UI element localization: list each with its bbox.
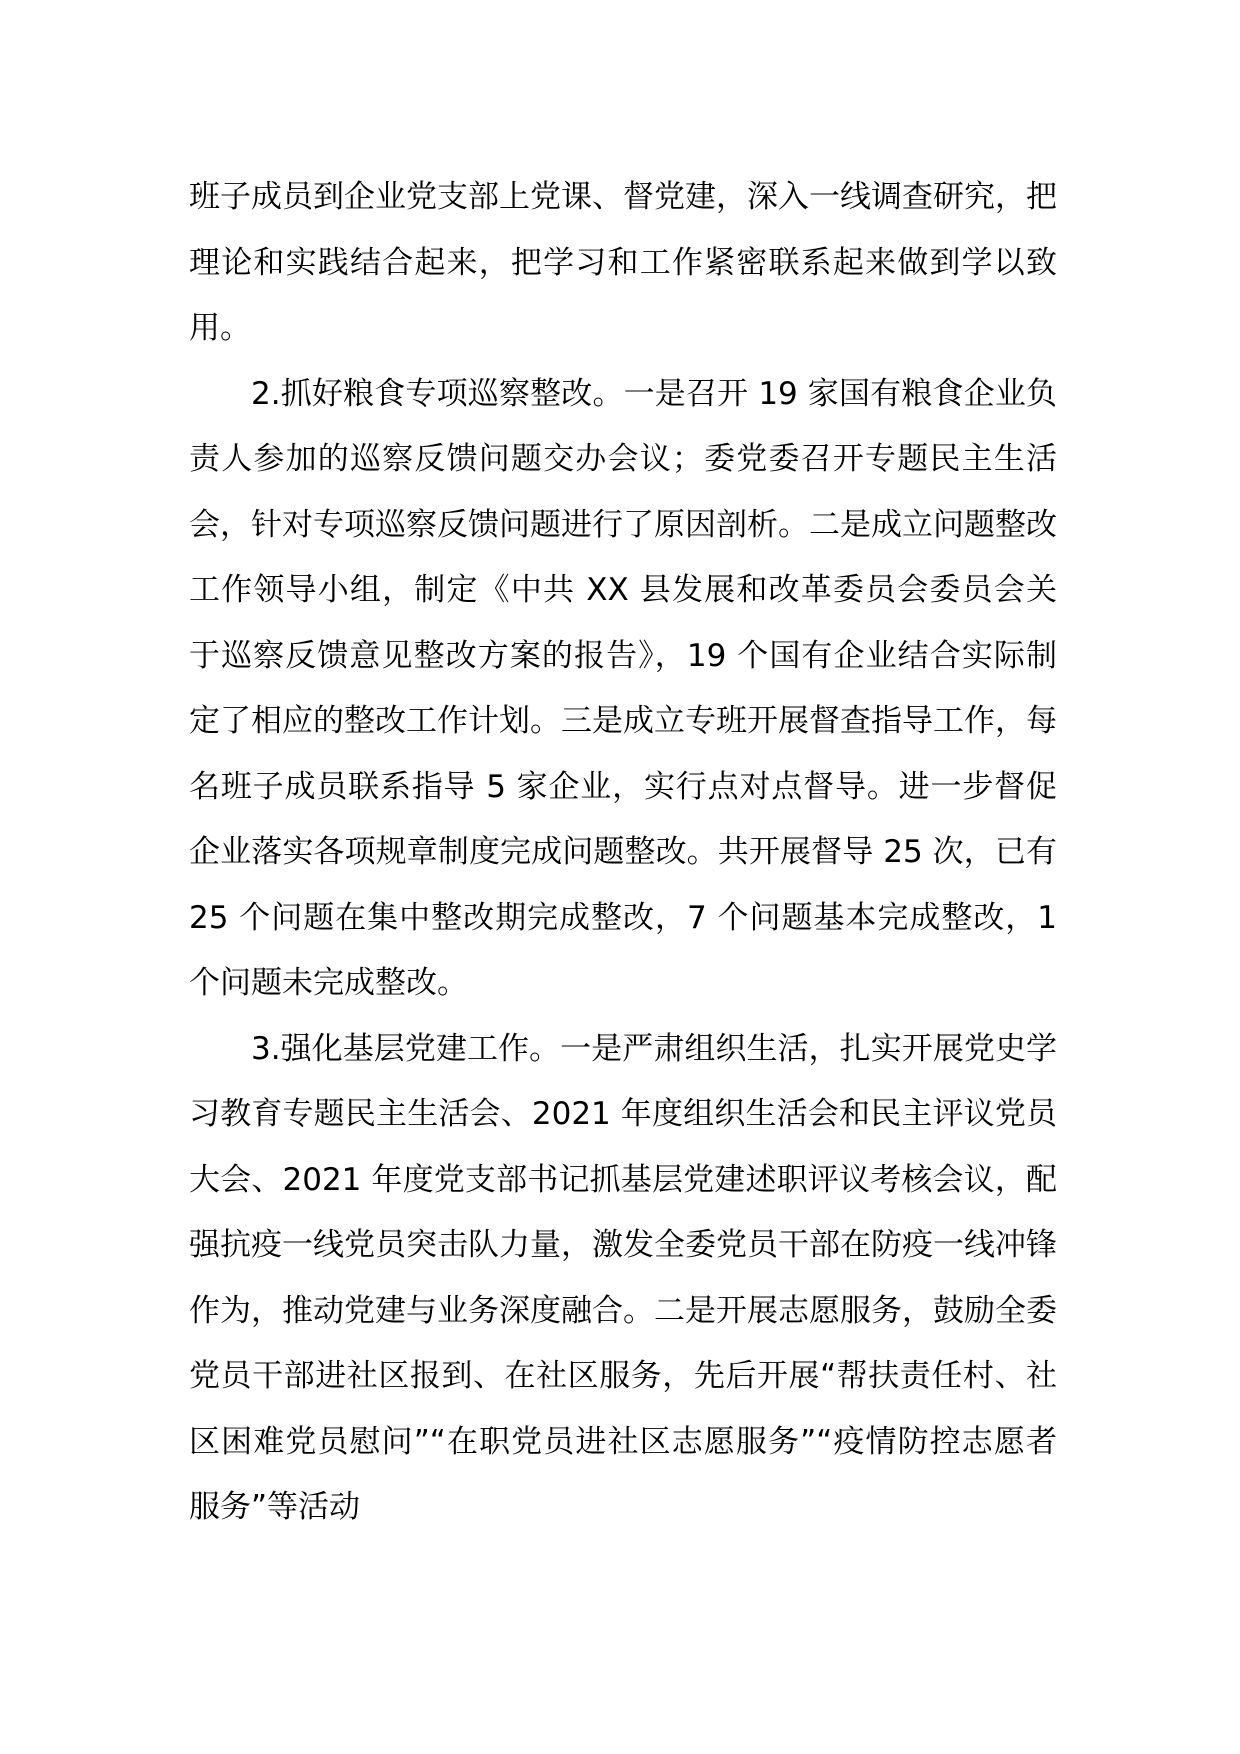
document-body — [189, 165, 1057, 1541]
paragraph-continuation: 班子成员到企业党支部上党课、督党建，深入一线调查研究，把理论和实践结合起来，把学习和工作紧密联系起来做到学以致用。 — [189, 179, 1057, 346]
paragraph-grain-inspection-rectification: 2.抓好粮食专项巡察整改。一是召开 19 家国有粮食企业负责人参加的巡察反馈问题交办会议；委党委召开专题民主生活会，针对专项巡察反馈问题进行了原因剖析。二是成立问题整改工作领导小组，制定《中共 XX 县发展和改革委员会委员会关于巡察反馈意见整改方案的报告》，19 个国有企业结合实际制定了相应的整改工作计划。三是成立专班开展督查指导工作，每名班子成员联系指导 5 家企业，实行点对点督导。进一步督促企业落实各项规章制度完成问题整改。共开展督导 25 次，已有 25 个问题在集中整改期完成整改，7 个问题基本完成整改，1 个问题未完成整改。 — [189, 375, 1057, 1001]
paragraph-grassroots-party-building: 3.强化基层党建工作。一是严肃组织生活，扎实开展党史学习教育专题民主生活会、2021 年度组织生活会和民主评议党员大会、2021 年度党支部书记抓基层党建述职评议考核会议，配强抗疫一线党员突击队力量，激发全委党员干部在防疫一线冲锋作为，推动党建与业务深度融合。二是开展志愿服务，鼓励全委党员干部进社区报到、在社区服务，先后开展“帮扶责任村、社区困难党员慰问”“在职党员进社区志愿服务”“疫情防控志愿者服务”等活动 — [189, 1030, 1057, 1525]
